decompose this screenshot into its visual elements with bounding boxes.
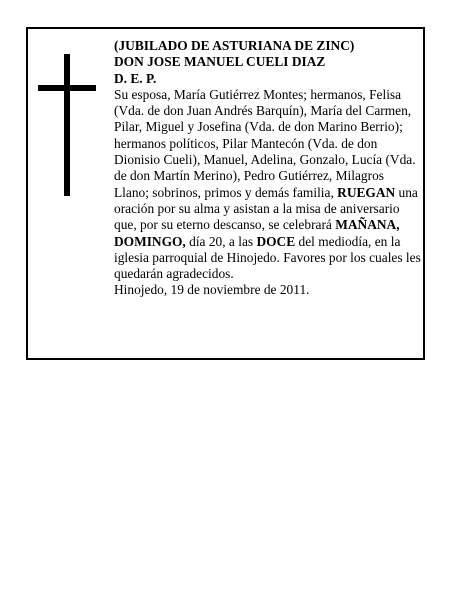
notice-signoff: Hinojedo, 19 de noviembre de 2011.	[114, 282, 310, 298]
notice-body	[114, 87, 422, 283]
notice-body-ruegan: RUEGAN	[337, 184, 396, 200]
notice-heading-name: DON JOSE MANUEL CUELI DIAZ	[114, 54, 326, 70]
notice-body-manana: MAÑANA, DOMINGO,	[114, 217, 400, 249]
notice-heading-dep: D. E. P.	[114, 70, 157, 86]
cross-icon	[64, 54, 70, 196]
notice-body-place: del mediodía, en la iglesia parroquial de Hinojedo. Favores por los cuales les quedarán agradecidos.	[114, 233, 421, 282]
cross-icon-crossbar	[38, 85, 96, 91]
notice-body-doce: DOCE	[256, 233, 296, 249]
notice-heading-occupation: (JUBILADO DE ASTURIANA DE ZINC)	[114, 38, 355, 53]
notice-body-mass: una oración por su alma y asistan a la misa de aniversario que, por su eterno descanso, se celebrará	[114, 184, 418, 233]
obituary-notice-text	[114, 38, 422, 299]
notice-body-family: Su esposa, María Gutiérrez Montes; hermanos, Felisa (Vda. de don Juan Andrés Barquín), María del Carmen, Pilar, Miguel y Josefina (Vda. de don Marino Berrio); hermanos políticos, Pilar Mantecón (Vda. de don Dionisio Cueli), Manuel, Adelina, Gonzalo, Lucía (Vda. de don Martín Merino), Pedro Gutiérrez, Milagros Llano; sobrinos, primos y demás familia,	[114, 86, 416, 200]
notice-body-day: día 20, a las	[185, 233, 257, 249]
